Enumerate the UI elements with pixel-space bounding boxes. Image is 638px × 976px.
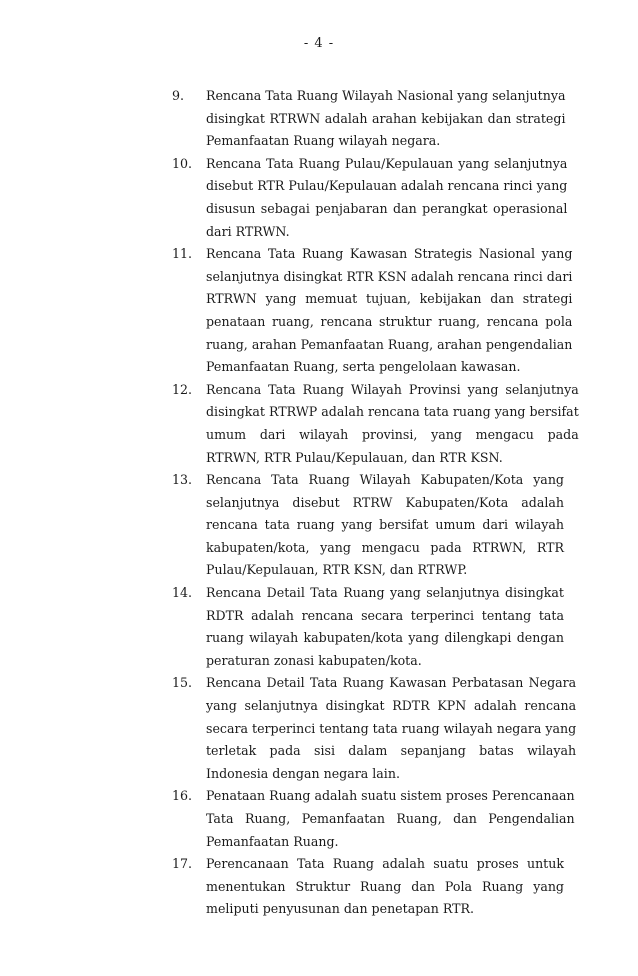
text-line: umum dari wilayah provinsi, yang mengacu pada bbox=[206, 426, 579, 442]
text-line: Rencana Tata Ruang Wilayah Provinsi yang selanjutnya bbox=[206, 381, 579, 397]
text-line: Penataan Ruang adalah suatu sistem proses Perencanaan bbox=[206, 788, 575, 804]
text-line: yang selanjutnya disingkat RDTR KPN adalah rencana bbox=[206, 698, 577, 714]
item-text bbox=[206, 853, 564, 921]
text-line: Rencana Tata Ruang Wilayah Nasional yang selanjutnya bbox=[206, 88, 566, 103]
item-text bbox=[206, 153, 567, 243]
text-line: Rencana Tata Ruang Wilayah Kabupaten/Kota yang bbox=[206, 472, 564, 488]
list-item bbox=[172, 582, 564, 672]
item-number: 14. bbox=[172, 585, 193, 601]
item-number: 12. bbox=[172, 381, 193, 397]
item-number: 16. bbox=[172, 788, 193, 804]
text-line: Rencana Detail Tata Ruang yang selanjutnya disingkat bbox=[206, 585, 564, 601]
item-number: 9. bbox=[172, 88, 185, 103]
text-line: terletak pada sisi dalam sepanjang batas wilayah bbox=[206, 743, 577, 759]
list-item bbox=[172, 853, 564, 921]
text-line: secara terperinci tentang tata ruang wilayah negara yang bbox=[206, 720, 577, 736]
text-line: meliputi penyusunan dan penetapan RTR. bbox=[206, 901, 475, 917]
text-line: selanjutnya disingkat RTR KSN adalah rencana rinci dari bbox=[206, 268, 573, 284]
text-line: ruang, arahan Pemanfaatan Ruang, arahan pengendalian bbox=[206, 336, 573, 352]
text-line: peraturan zonasi kabupaten/kota. bbox=[206, 652, 422, 668]
list-item bbox=[172, 469, 564, 582]
item-number: 17. bbox=[172, 856, 193, 872]
text-line: Rencana Detail Tata Ruang Kawasan Perbatasan Negara bbox=[206, 675, 577, 691]
text-line: RTRWN yang memuat tujuan, kebijakan dan strategi bbox=[206, 291, 573, 307]
text-line: disusun sebagai penjabaran dan perangkat operasional bbox=[206, 200, 568, 216]
text-line: Rencana Tata Ruang Pulau/Kepulauan yang selanjutnya bbox=[206, 155, 568, 171]
text-line: rencana tata ruang yang bersifat umum dari wilayah bbox=[206, 517, 564, 533]
definition-list bbox=[172, 85, 579, 921]
item-text bbox=[206, 243, 572, 379]
text-line: Rencana Tata Ruang Kawasan Strategis Nasional yang bbox=[206, 246, 573, 262]
item-text bbox=[206, 582, 564, 672]
list-item bbox=[172, 85, 564, 153]
text-line: penataan ruang, rencana struktur ruang, rencana pola bbox=[206, 313, 573, 329]
text-line: RTRWN, RTR Pulau/Kepulauan, dan RTR KSN. bbox=[206, 449, 503, 465]
page-number: - 4 - bbox=[303, 36, 335, 51]
text-line: disingkat RTRWP adalah rencana tata ruang yang bersifat bbox=[206, 404, 579, 420]
item-number: 10. bbox=[172, 155, 193, 171]
text-line: Pemanfaatan Ruang wilayah negara. bbox=[206, 133, 441, 149]
text-line: Indonesia dengan negara lain. bbox=[206, 765, 400, 781]
text-line: Pulau/Kepulauan, RTR KSN, dan RTRWP. bbox=[206, 562, 468, 578]
text-line: Pemanfaatan Ruang. bbox=[206, 833, 339, 849]
item-text bbox=[206, 785, 575, 853]
text-line: Tata Ruang, Pemanfaatan Ruang, dan Pengendalian bbox=[206, 811, 575, 826]
item-text bbox=[206, 672, 576, 785]
list-item bbox=[172, 379, 579, 469]
text-line: menentukan Struktur Ruang dan Pola Ruang yang bbox=[206, 878, 564, 894]
list-item bbox=[172, 243, 573, 379]
text-line: disebut RTR Pulau/Kepulauan adalah rencana rinci yang bbox=[206, 178, 568, 194]
text-line: RDTR adalah rencana secara terperinci tentang tata bbox=[206, 607, 564, 623]
item-text bbox=[206, 379, 579, 469]
text-line: ruang wilayah kabupaten/kota yang dilengkapi dengan bbox=[206, 630, 564, 646]
list-item bbox=[172, 785, 575, 853]
item-number: 15. bbox=[172, 675, 193, 691]
list-item bbox=[172, 672, 577, 785]
item-text bbox=[206, 469, 564, 582]
text-line: kabupaten/kota, yang mengacu pada RTRWN, RTR bbox=[206, 539, 564, 555]
text-line: disingkat RTRWN adalah arahan kebijakan dan strategi bbox=[206, 110, 566, 126]
text-line: selanjutnya disebut RTRW Kabupaten/Kota adalah bbox=[206, 494, 564, 510]
list-item bbox=[172, 153, 568, 243]
item-number: 13. bbox=[172, 472, 193, 488]
text-line: dari RTRWN. bbox=[206, 223, 290, 239]
text-line: Pemanfaatan Ruang, serta pengelolaan kawasan. bbox=[206, 359, 521, 375]
item-text bbox=[206, 85, 565, 153]
text-line: Perencanaan Tata Ruang adalah suatu proses untuk bbox=[206, 856, 564, 872]
item-number: 11. bbox=[172, 246, 193, 262]
